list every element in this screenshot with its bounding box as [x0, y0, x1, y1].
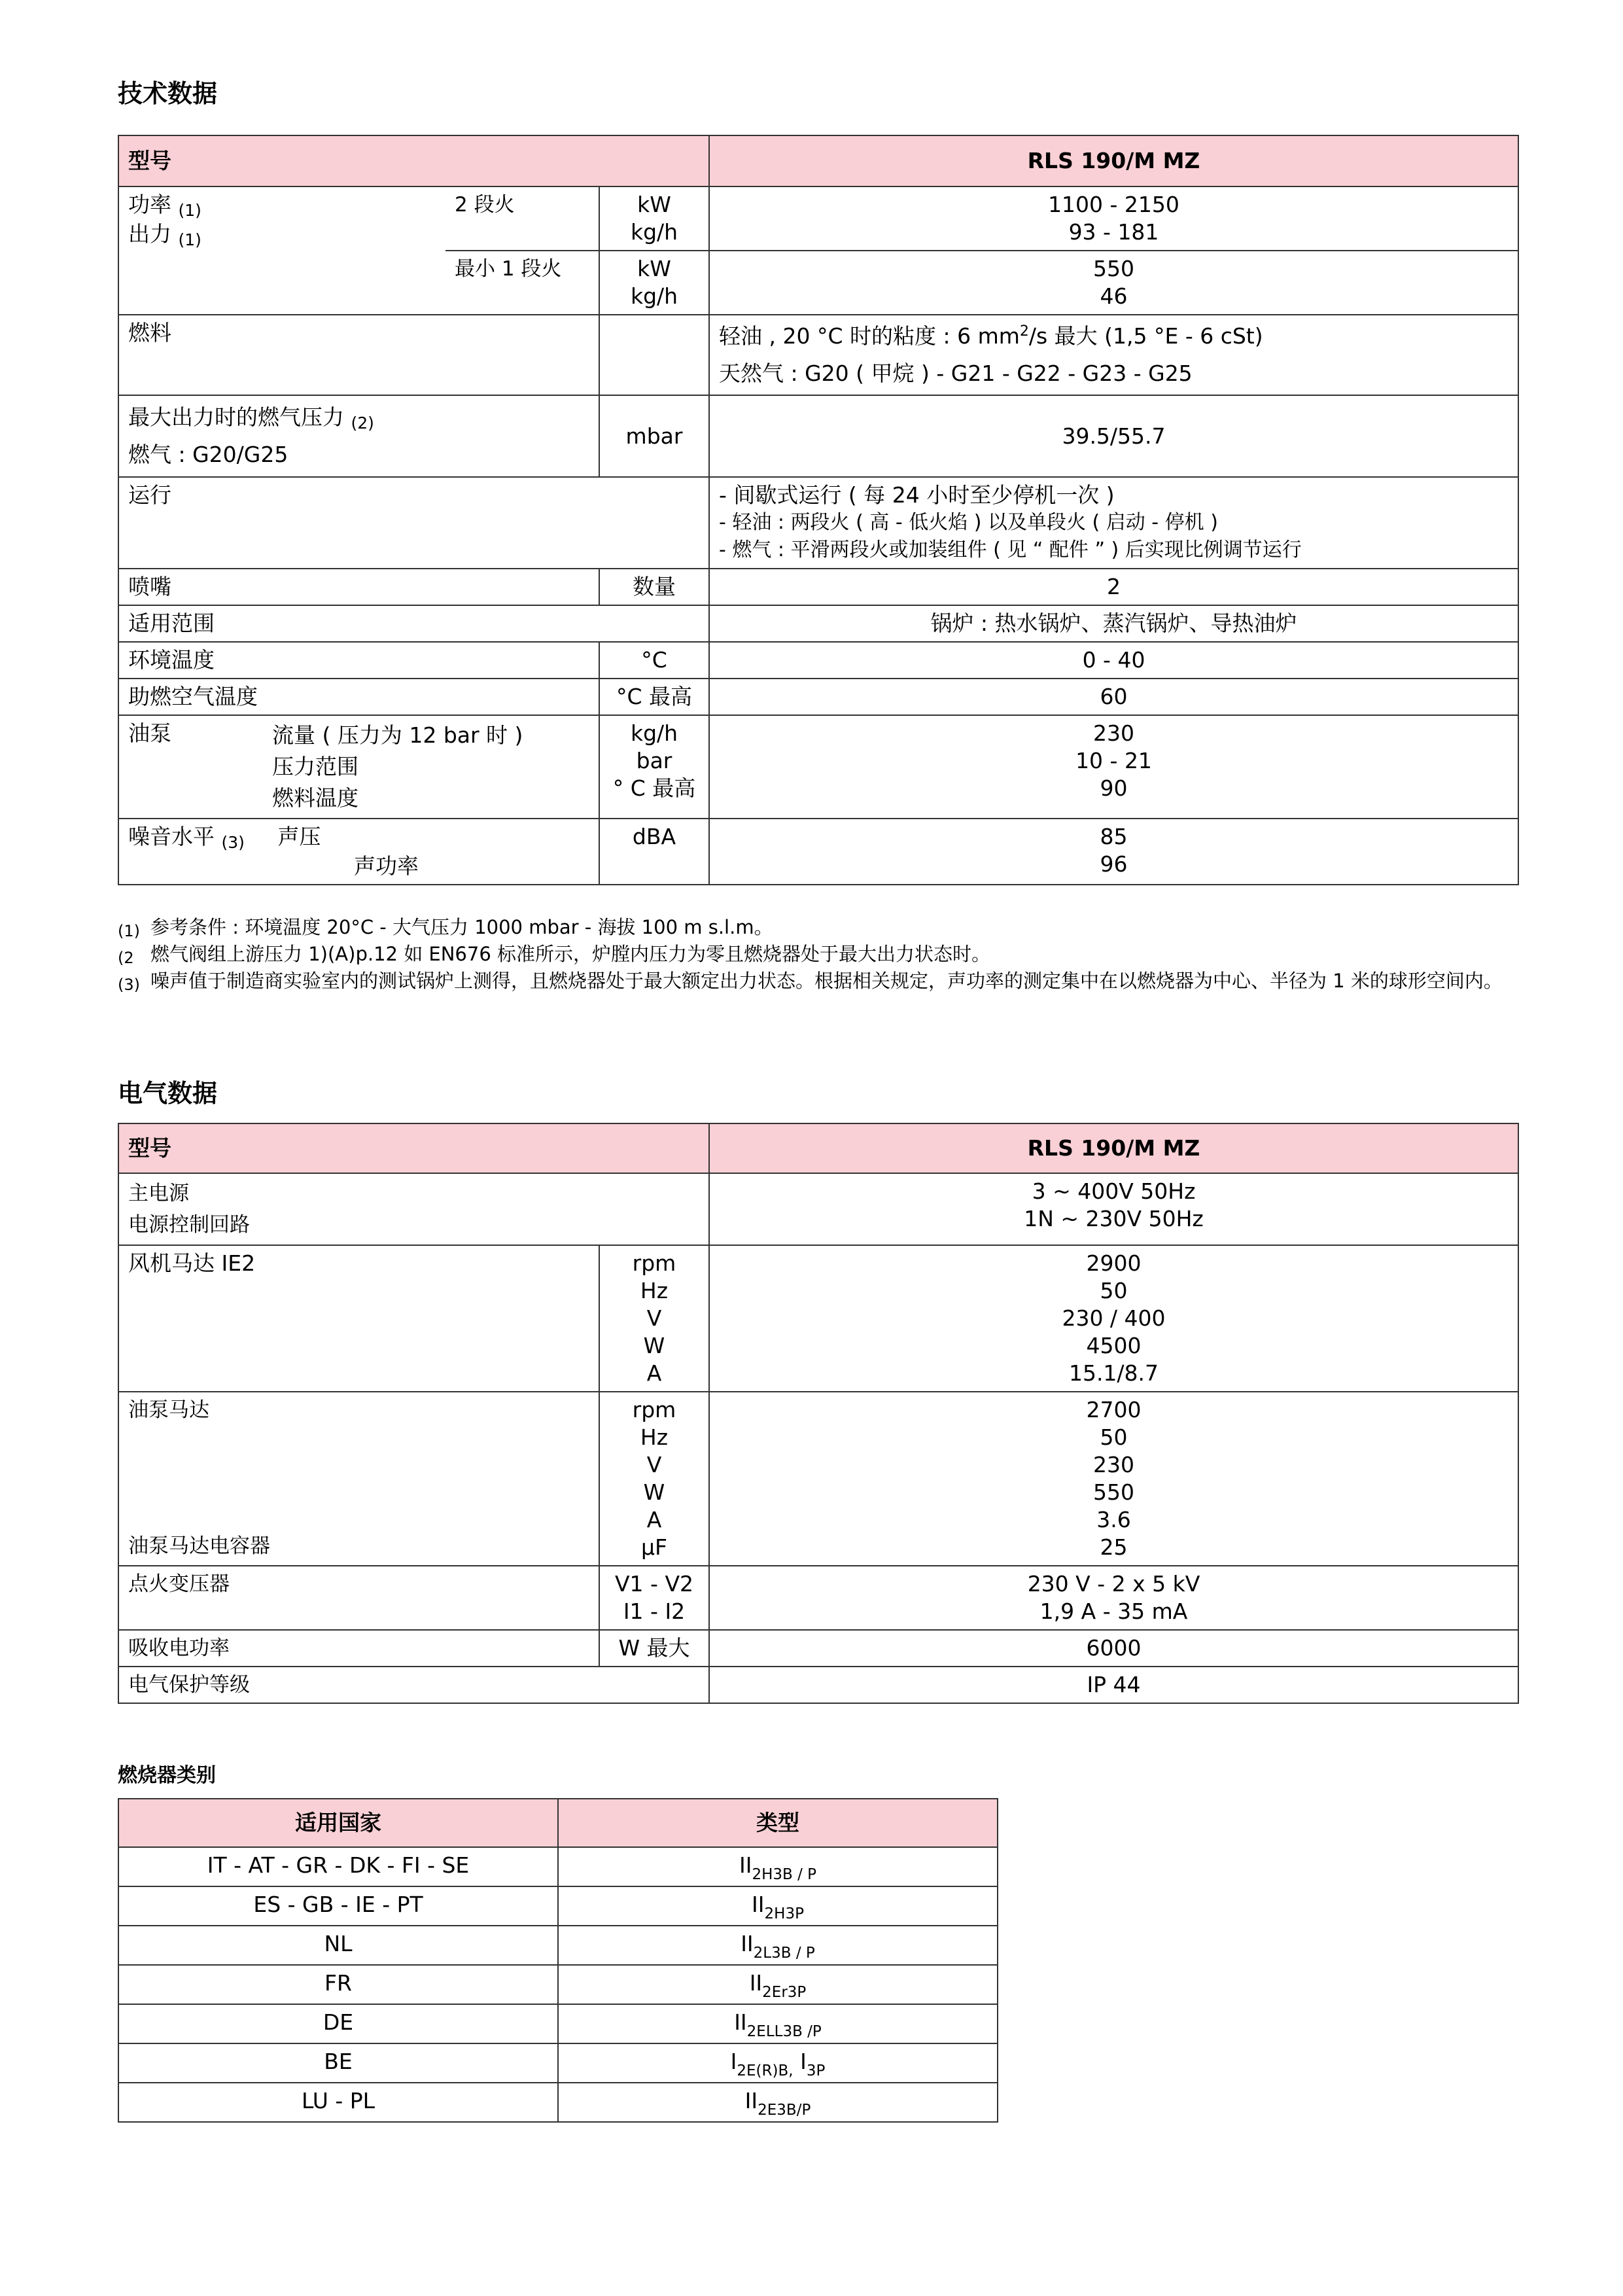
protection-value: IP 44 [709, 1667, 1518, 1703]
operation-value-cell [709, 477, 1518, 569]
elec-section-title: 电气数据 [118, 1079, 218, 1108]
noise-item1: 声压 [277, 824, 321, 849]
ambient-value: 0 - 40 [709, 642, 1518, 679]
footnote-3 [118, 970, 1518, 997]
tech-data-table [118, 135, 1519, 885]
pump-capacitor-label: 油泵马达电容器 [128, 1534, 270, 1558]
category-type-tail-sub: 3P [806, 2062, 826, 2079]
stage2-units: kW kg/h [599, 186, 709, 251]
category-row [118, 1886, 998, 1926]
category-type-main: II [734, 2009, 747, 2035]
supply-row [118, 1173, 1518, 1245]
pump-items: 流量 ( 压力为 12 bar 时 ) 压力范围 燃料温度 [272, 722, 523, 811]
stage1-units: kW kg/h [599, 251, 709, 315]
category-type [558, 1886, 998, 1926]
footnote-2-text: 燃气阀组上游压力 1)(A)p.12 如 EN676 标准所示，炉膛内压力为零且燃烧器处于最大出力状态时。 [150, 943, 991, 965]
noise-values: 85 96 [709, 819, 1518, 885]
power-note-ref: (1) [178, 201, 201, 220]
category-table [118, 1798, 998, 2123]
pump-motor-values: 2700 50 230 550 3.6 25 [709, 1392, 1518, 1566]
pump-motor-row [118, 1392, 1518, 1566]
pump-row [118, 715, 1518, 819]
category-row [118, 1965, 998, 2004]
gas-pressure-gas: 燃气 : G20/G25 [128, 442, 288, 467]
fuel-line1-sup: 2 [1019, 323, 1029, 340]
noise-label: 噪音水平 [128, 824, 215, 849]
application-label: 适用范围 [118, 605, 709, 642]
fuel-value-cell [709, 315, 1518, 395]
category-type [558, 1847, 998, 1886]
nozzle-label: 喷嘴 [118, 569, 599, 605]
elec-model-value: RLS 190/M MZ [709, 1123, 1518, 1173]
gas-pressure-row [118, 395, 1518, 477]
ignition-row [118, 1566, 1518, 1630]
pump-label-cell [118, 715, 599, 819]
fuel-line1-a: 轻油 , 20 °C 时的粘度 : 6 mm [719, 323, 1020, 349]
noise-label-cell [118, 819, 599, 885]
category-title: 燃烧器类别 [118, 1764, 216, 1787]
footnote-3-num: (3) [118, 976, 140, 994]
nozzle-value: 2 [709, 569, 1518, 605]
category-type-sub: 2H3B / P [752, 1866, 817, 1883]
noise-row [118, 819, 1518, 885]
category-country: FR [118, 1965, 558, 2004]
model-value: RLS 190/M MZ [709, 135, 1518, 186]
category-type [558, 2043, 998, 2083]
elec-data-table [118, 1123, 1519, 1704]
tech-header-row [118, 135, 1518, 186]
category-type [558, 2004, 998, 2043]
ambient-unit: °C [599, 642, 709, 679]
air-temp-row [118, 679, 1518, 715]
power-row-stage2 [118, 186, 1518, 251]
fan-motor-row [118, 1245, 1518, 1392]
category-type-sub: 2E3B/P [758, 2102, 811, 2119]
absorbed-power-unit: W 最大 [599, 1630, 709, 1667]
category-type-sub: 2L3B / P [753, 1945, 815, 1962]
gas-pressure-label: 最大出力时的燃气压力 [128, 404, 344, 430]
stage1-values: 550 46 [709, 251, 1518, 315]
category-type-main: II [739, 1852, 752, 1878]
category-type [558, 2083, 998, 2122]
elec-header-row [118, 1123, 1518, 1173]
fan-motor-label: 风机马达 IE2 [118, 1245, 599, 1392]
category-row [118, 2043, 998, 2083]
category-type-sub: 2H3P [764, 1905, 804, 1922]
category-country: NL [118, 1926, 558, 1965]
elec-model-label: 型号 [118, 1123, 709, 1173]
air-temp-label: 助燃空气温度 [118, 679, 599, 715]
ignition-units: V1 - V2 I1 - I2 [599, 1566, 709, 1630]
ambient-row [118, 642, 1518, 679]
stage2-values: 1100 - 2150 93 - 181 [709, 186, 1518, 251]
ambient-label: 环境温度 [118, 642, 599, 679]
protection-label: 电气保护等级 [118, 1667, 709, 1703]
operation-row [118, 477, 1518, 569]
gas-pressure-unit: mbar [599, 395, 709, 477]
nozzle-row [118, 569, 1518, 605]
footnote-3-text: 噪声值于制造商实验室内的测试锅炉上测得，且燃烧器处于最大额定出力状态。根据相关规定，声功率的测定集中在以燃烧器为中心、半径为 1 米的球形空间内。 [150, 970, 1503, 992]
fuel-label: 燃料 [118, 315, 599, 395]
pump-label: 油泵 [128, 720, 171, 746]
pump-values: 230 10 - 21 90 [709, 715, 1518, 819]
stage2-label: 2 段火 [445, 186, 599, 251]
noise-unit: dBA [599, 819, 709, 885]
tech-section-title: 技术数据 [118, 79, 218, 108]
operation-line2: - 轻油 : 两段火 ( 高 - 低火焰 ) 以及单段火 ( 启动 - 停机 ) [719, 511, 1218, 534]
supply-labels: 主电源 电源控制回路 [118, 1173, 709, 1245]
footnote-2 [118, 943, 1518, 970]
application-row [118, 605, 1518, 642]
category-type-main: II [744, 2088, 758, 2113]
absorbed-power-label: 吸收电功率 [118, 1630, 599, 1667]
output-note-ref: (1) [178, 230, 201, 249]
fuel-line1-b: /s 最大 (1,5 °E - 6 cSt) [1028, 323, 1263, 349]
category-header-row [118, 1799, 998, 1847]
fan-motor-values: 2900 50 230 / 400 4500 15.1/8.7 [709, 1245, 1518, 1392]
category-country: ES - GB - IE - PT [118, 1886, 558, 1926]
footnote-1 [118, 916, 1518, 943]
noise-note-ref: (3) [221, 833, 245, 852]
category-type-sub: 2ELL3B /P [746, 2023, 822, 2040]
gas-pressure-label-cell [118, 395, 599, 477]
category-row [118, 1847, 998, 1886]
operation-line1: - 间歇式运行 ( 每 24 小时至少停机一次 ) [719, 482, 1115, 508]
category-type-main: I [730, 2049, 737, 2074]
footnotes [118, 916, 1518, 997]
air-temp-unit: °C 最高 [599, 679, 709, 715]
category-type-tail: I [793, 2049, 807, 2074]
category-country: DE [118, 2004, 558, 2043]
category-type-main: II [741, 1931, 754, 1956]
category-col-type: 类型 [558, 1799, 998, 1847]
protection-row [118, 1667, 1518, 1703]
category-country: LU - PL [118, 2083, 558, 2122]
application-value: 锅炉 : 热水锅炉、蒸汽锅炉、导热油炉 [709, 605, 1518, 642]
category-type [558, 1926, 998, 1965]
air-temp-value: 60 [709, 679, 1518, 715]
footnote-2-num: (2 [118, 949, 134, 967]
category-type-sub: 2E(R)B, [737, 2062, 794, 2079]
stage1-label: 最小 1 段火 [445, 251, 599, 315]
fan-motor-units: rpm Hz V W A [599, 1245, 709, 1392]
fuel-unit-empty [599, 315, 709, 395]
power-label-cell [118, 186, 445, 315]
fuel-line2: 天然气 : G20 ( 甲烷 ) - G21 - G22 - G23 - G25 [719, 361, 1193, 386]
pump-motor-label: 油泵马达 [128, 1398, 209, 1422]
ignition-label: 点火变压器 [118, 1566, 599, 1630]
category-col-country: 适用国家 [118, 1799, 558, 1847]
nozzle-unit: 数量 [599, 569, 709, 605]
absorbed-power-value: 6000 [709, 1630, 1518, 1667]
pump-units: kg/h bar ° C 最高 [599, 715, 709, 819]
gas-pressure-value: 39.5/55.7 [709, 395, 1518, 477]
category-type-sub: 2Er3P [762, 1984, 807, 2001]
model-label: 型号 [118, 135, 709, 186]
category-type-main: II [749, 1970, 763, 1996]
category-row [118, 1926, 998, 1965]
operation-label: 运行 [118, 477, 709, 569]
absorbed-power-row [118, 1630, 1518, 1667]
noise-item2: 声功率 [354, 853, 419, 879]
gas-pressure-note-ref: (2) [351, 414, 374, 433]
category-type [558, 1965, 998, 2004]
footnote-1-text: 参考条件 : 环境温度 20°C - 大气压力 1000 mbar - 海拔 100 m s.l.m。 [150, 916, 773, 938]
category-row [118, 2004, 998, 2043]
category-country: BE [118, 2043, 558, 2083]
supply-values: 3 ~ 400V 50Hz 1N ~ 230V 50Hz [709, 1173, 1518, 1245]
fuel-row [118, 315, 1518, 395]
category-type-main: II [752, 1892, 765, 1917]
output-label: 出力 [128, 221, 171, 247]
category-country: IT - AT - GR - DK - FI - SE [118, 1847, 558, 1886]
power-label: 功率 [128, 192, 171, 217]
footnote-1-num: (1) [118, 922, 140, 940]
operation-line3: - 燃气 : 平滑两段火或加装组件 ( 见 “ 配件 ” ) 后实现比例调节运行 [719, 539, 1302, 561]
ignition-values: 230 V - 2 x 5 kV 1,9 A - 35 mA [709, 1566, 1518, 1630]
category-row [118, 2083, 998, 2122]
pump-motor-label-cell [118, 1392, 599, 1566]
pump-motor-units: rpm Hz V W A µF [599, 1392, 709, 1566]
